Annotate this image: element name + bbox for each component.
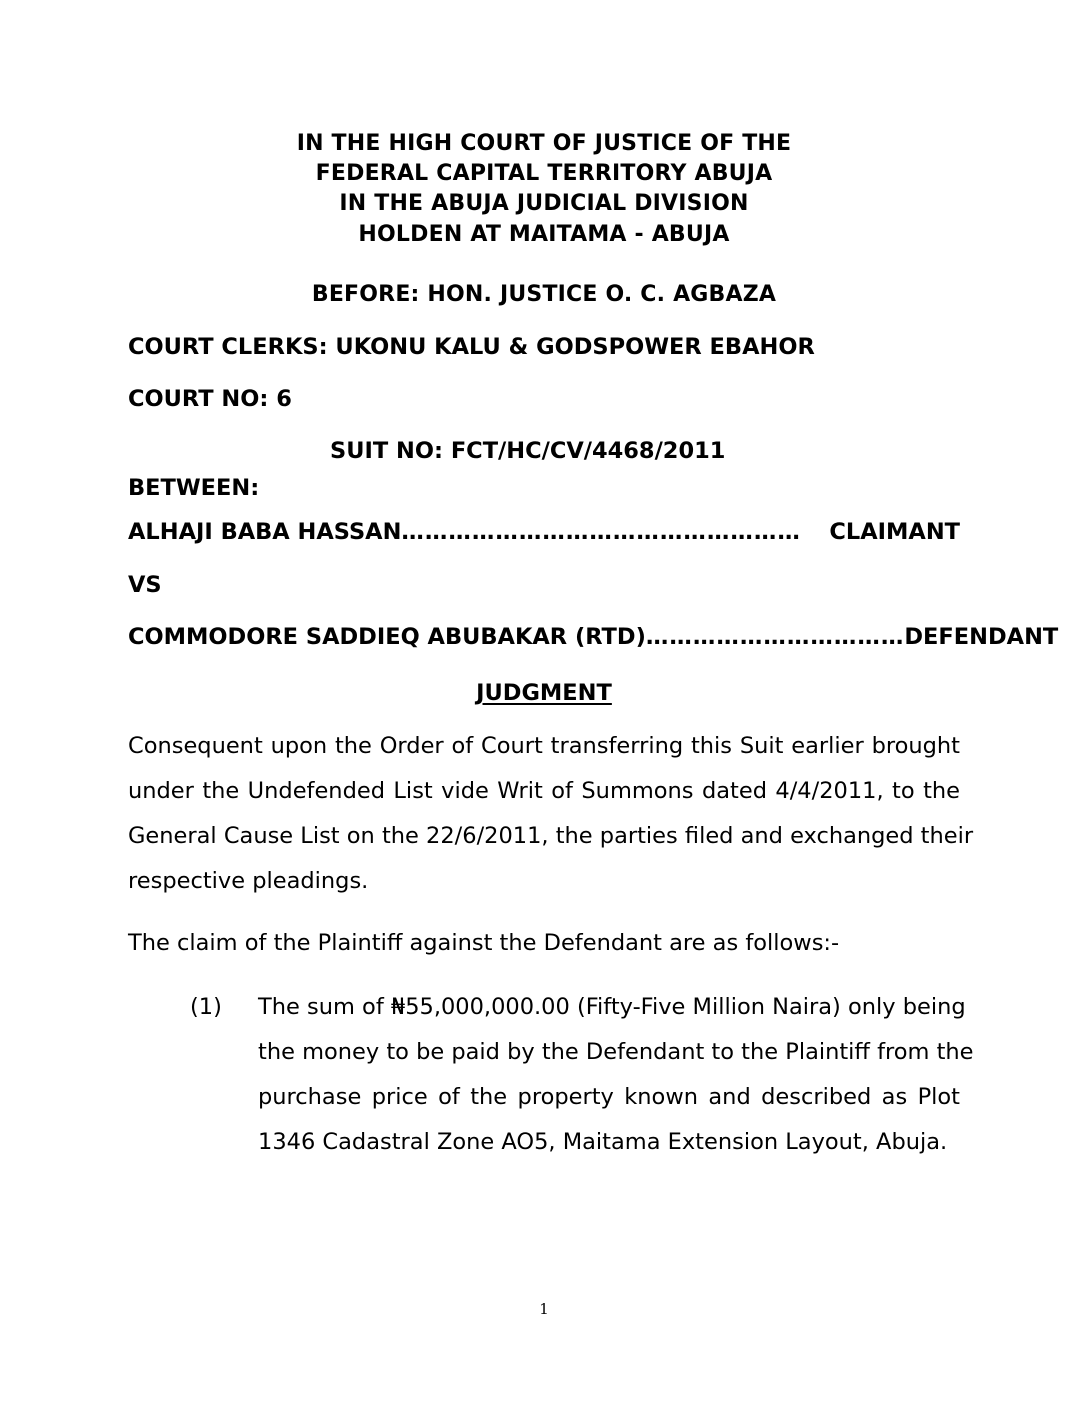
claim-item-line: 1346 Cadastral Zone AO5, Maitama Extension Layout, Abuja.: [258, 1129, 948, 1155]
paragraph-1-line: Consequent upon the Order of Court transferring this Suit earlier brought: [128, 733, 960, 759]
paragraph-1-line: under the Undefended List vide Writ of Summons dated 4/4/2011, to the: [128, 778, 960, 804]
before-judge: BEFORE: HON. JUSTICE O. C. AGBAZA: [311, 282, 777, 307]
header-line-4: HOLDEN AT MAITAMA - ABUJA: [358, 222, 730, 247]
claim-item-line: purchase price of the property known and described as Plot: [258, 1084, 960, 1110]
defendant-role: DEFENDANT: [904, 624, 1059, 650]
header-line-2: FEDERAL CAPITAL TERRITORY ABUJA: [315, 161, 773, 186]
claimant-role: CLAIMANT: [829, 519, 960, 545]
court-clerks: COURT CLERKS: UKONU KALU & GODSPOWER EBAHOR: [128, 334, 815, 360]
page-number: 1: [539, 1300, 549, 1318]
claimant-line: [128, 519, 960, 545]
defendant-line: [128, 624, 1059, 650]
paragraph-1-line: General Cause List on the 22/6/2011, the parties filed and exchanged their: [128, 823, 974, 849]
header-line-3: IN THE ABUJA JUDICIAL DIVISION: [339, 191, 749, 216]
judgment-title: JUDGMENT: [476, 680, 612, 706]
header-line-1: IN THE HIGH COURT OF JUSTICE OF THE: [296, 131, 792, 156]
versus-label: VS: [128, 572, 162, 598]
claim-item-line: the money to be paid by the Defendant to the Plaintiff from the: [258, 1039, 974, 1065]
claimant-dots: ……………………………………………: [401, 519, 801, 545]
court-number: COURT NO: 6: [128, 386, 292, 412]
suit-number: SUIT NO: FCT/HC/CV/4468/2011: [330, 438, 726, 464]
claimant-name: ALHAJI BABA HASSAN: [128, 519, 402, 545]
between-label: BETWEEN:: [128, 475, 260, 501]
claim-item-number: (1): [190, 994, 222, 1020]
paragraph-1-line: respective pleadings.: [128, 868, 369, 894]
defendant-name: COMMODORE SADDIEQ ABUBAKAR (RTD): [128, 624, 646, 650]
paragraph-2: The claim of the Plaintiff against the Defendant are as follows:-: [128, 930, 840, 956]
defendant-dots: ……………………………: [645, 624, 905, 650]
claim-item-line: The sum of ₦55,000,000.00 (Fifty-Five Million Naira) only being: [258, 994, 966, 1020]
